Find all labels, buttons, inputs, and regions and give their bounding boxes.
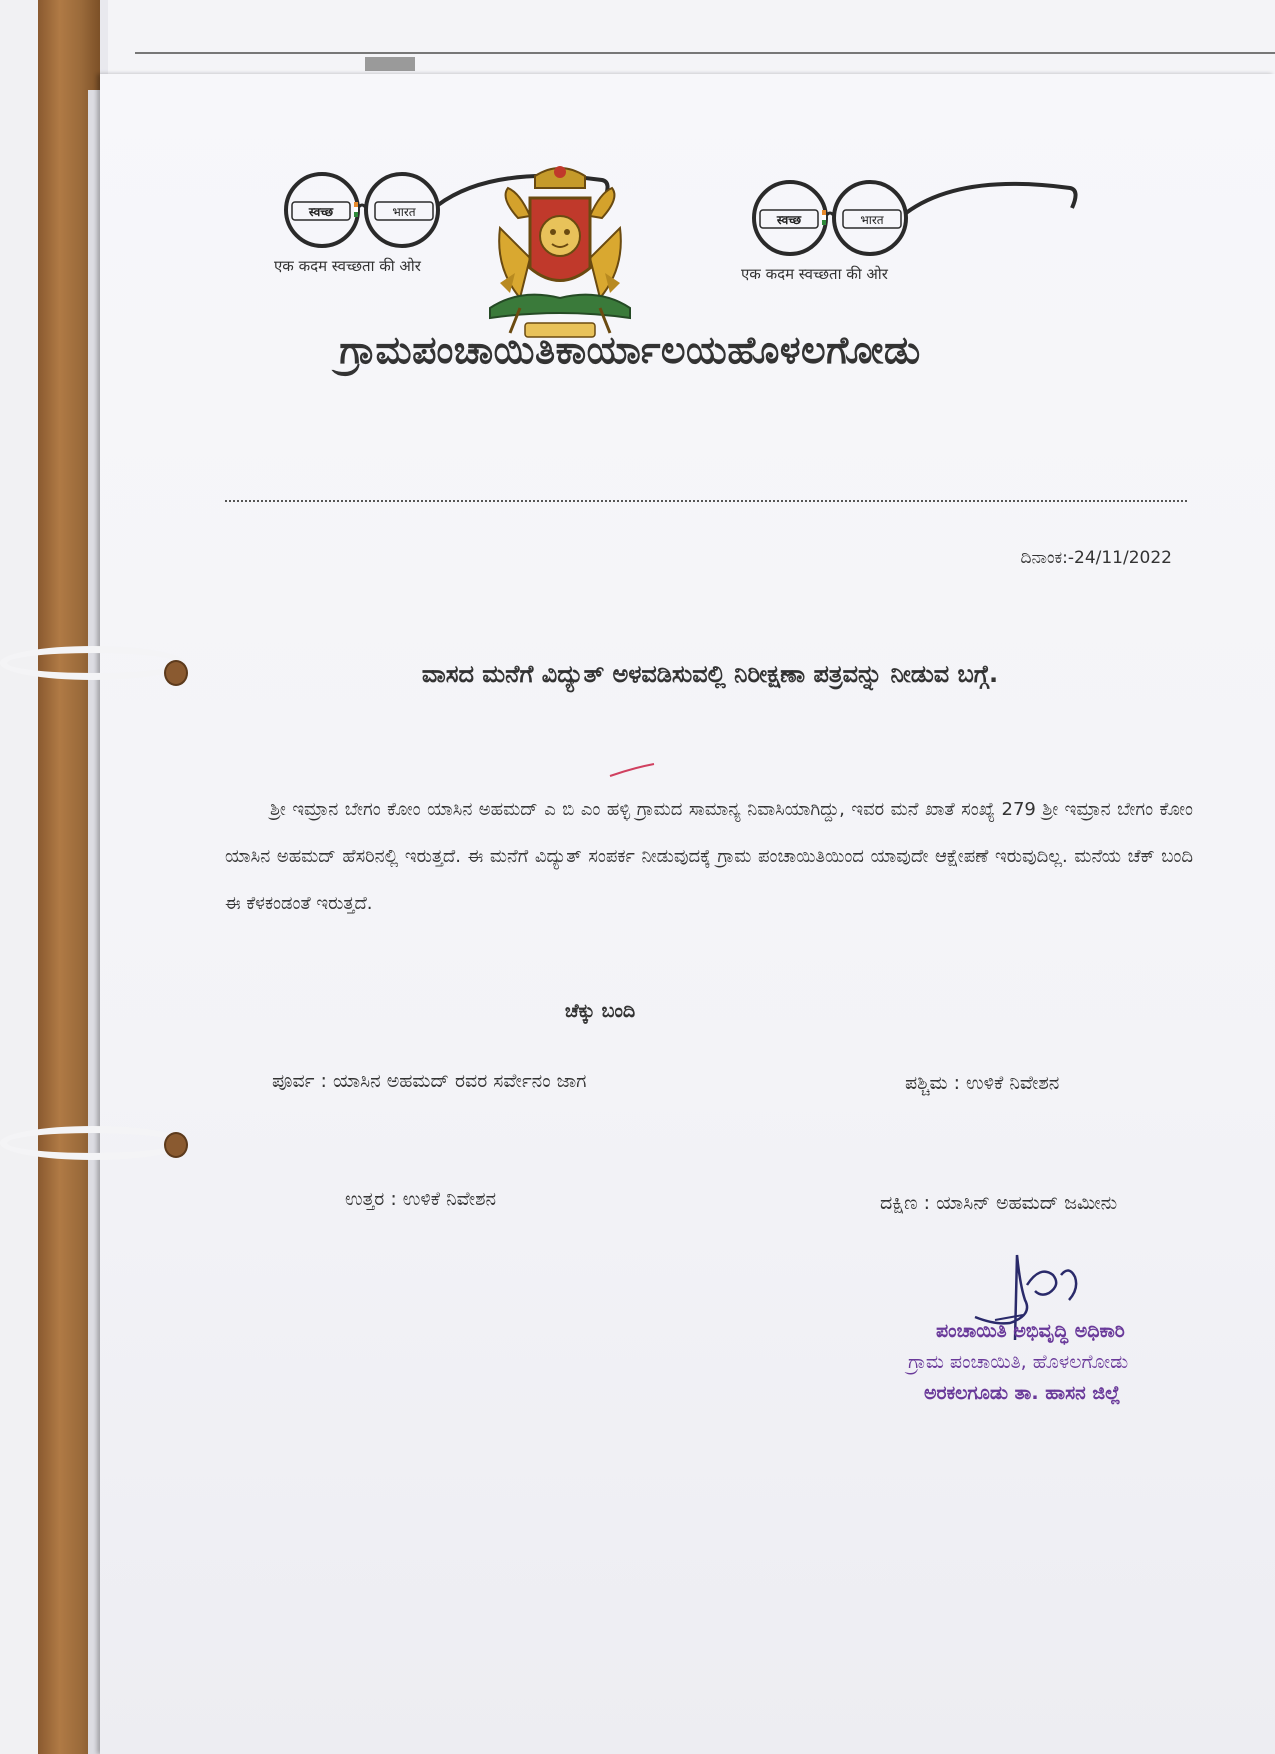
letter-subject: ವಾಸದ ಮನೆಗೆ ವಿದ್ಯುತ್ ಅಳವಡಿಸುವಲ್ಲಿ ನಿರೀಕ್ಷಣಾ ಪತ್ರವನ್ನು ನೀಡುವ ಬಗ್ಗೆ. [421,660,999,688]
office-title: ಗ್ರಾಮಪಂಚಾಯಿತಿಕಾರ್ಯಾಲಯಹೊಳಲಗೋಡು [339,328,921,372]
swachh-bharat-logo [740,168,1090,268]
badge-left-text: स्वच्छ [776,213,802,227]
seal-line-location: ಅರಕಲಗೂಡು ತಾ. ಹಾಸನ ಜಿಲ್ಲೆ [924,1382,1121,1404]
back-sheet-mark [365,57,415,71]
swachh-tagline: एक कदम स्वच्छता की ओर [274,257,421,275]
binder-background [0,0,40,1754]
badge-right-text: भारत [860,213,884,227]
boundary-south: ದಕ್ಷಿಣ : ಯಾಸಿನ್ ಅಹಮದ್ ಜಮೀನು [880,1192,1118,1214]
boundary-west: ಪಶ್ಚಿಮ : ಉಳಿಕೆ ನಿವೇಶನ [905,1072,1060,1094]
back-sheet [108,0,1275,81]
binder-ring-knob [164,1132,188,1158]
official-seal [880,1316,1220,1409]
badge-right-text: भारत [392,205,416,219]
seal-line-designation: ಪಂಚಾಯಿತಿ ಅಭಿವೃದ್ಧಿ ಅಧಿಕಾರಿ [936,1320,1125,1342]
swachh-tagline: एक कदम स्वच्छता की ओर [741,265,888,283]
letter-body: ಶ್ರೀ ಇಮ್ರಾನ ಬೇಗಂ ಕೋಂ ಯಾಸಿನ ಅಹಮದ್ ಎ ಬಿ ಎಂ ಹಳ್ಳಿ ಗ್ರಾಮದ ಸಾಮಾನ್ಯ ನಿವಾಸಿಯಾಗಿದ್ದು, ಇವರ ಮನೆ ಖಾತೆ ಸಂಖ್ಯೆ 279 ಶ್ರೀ ಇಮ್ರಾನ ಬೇಗಂ ಕೋಂ ಯಾಸಿನ ಅಹಮದ್ ಹೆಸರಿನಲ್ಲಿ ಇರುತ್ತದೆ. ಈ ಮನೆಗೆ ವಿದ್ಯುತ್ ಸಂಪರ್ಕ ನೀಡುವುದಕ್ಕೆ ಗ್ರಾಮ ಪಂಚಾಯಿತಿಯಿಂದ ಯಾವುದೇ ಆಕ್ಷೇಪಣೆ ಇರುವುದಿಲ್ಲ. ಮನೆಯ ಚೆಕ್ ಬಂದಿ ಈ ಕೆಳಕಂಡಂತೆ ಇರುತ್ತದೆ. [225,799,1193,914]
boundary-east: ಪೂರ್ವ : ಯಾಸಿನ ಅಹಮದ್ ರವರ ಸರ್ವೇನಂ ಜಾಗ [272,1070,587,1092]
dotted-separator [225,500,1187,502]
boundary-north: ಉತ್ತರ : ಉಳಿಕೆ ನಿವೇಶನ [345,1188,497,1210]
boundary-heading: ಚೆಕ್ಕು ಬಂದಿ [564,1000,636,1022]
binder-ring-knob [164,660,188,686]
badge-left-text: स्वच्छ [308,205,334,219]
back-sheet-rule [135,52,1275,54]
binder-ring [0,646,185,680]
binder-ring [0,1126,185,1160]
letter-date: ದಿನಾಂಕ:-24/11/2022 [1020,548,1172,568]
pen-mark [608,762,658,782]
seal-line-office: ಗ್ರಾಮ ಪಂಚಾಯಿತಿ, ಹೊಳಲಗೋಡು [908,1351,1129,1373]
